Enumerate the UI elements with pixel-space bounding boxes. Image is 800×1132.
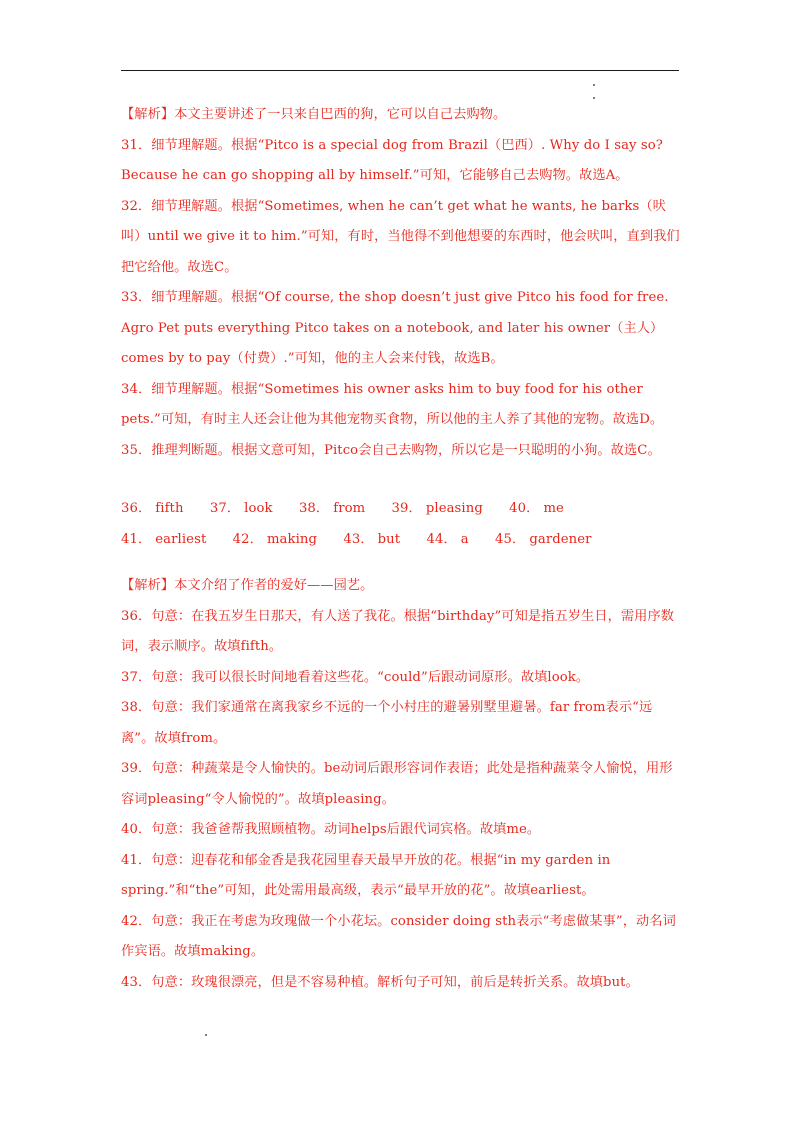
spacer xyxy=(121,555,681,571)
answer-item: 36． fifth xyxy=(121,501,184,516)
answer-key xyxy=(121,494,681,555)
explanation-item: 38．句意：我们家通常在离我家乡不远的一个小村庄的避暑别墅里避暑。far from表示“远离”。故填from。 xyxy=(121,700,653,746)
explanation-item: 33．细节理解题。根据“Of course, the shop doesn’t just give Pitco his food for free. Agro Pet puts everything Pitco takes on a notebook, and later his owner（主人）comes by to pay（付费）.”可知，他的主人会来付钱，故选B。 xyxy=(121,290,669,366)
answer-item: 39． pleasing xyxy=(391,501,483,516)
explanation-item: 32．细节理解题。根据“Sometimes, when he can’t get what he wants, he barks（吠叫）until we give it to him.”可知，有时，当他得不到他想要的东西时，他会吠叫，直到我们把它给他。故选C。 xyxy=(121,198,680,275)
explanation-item: 42．句意：我正在考虑为玫瑰做一个小花坛。consider doing sth表示“考虑做某事”，动名词作宾语。故填making。 xyxy=(121,913,676,959)
explanation-item: 34．细节理解题。根据“Sometimes his owner asks him to buy food for his other pets.”可知，有时主人还会让他为其他宠物买食物，所以他的主人养了其他的宠物。故选D。 xyxy=(121,381,664,427)
explanation-item: 43．句意：玫瑰很漂亮，但是不容易种植。解析句子可知，前后是转折关系。故填but。 xyxy=(121,974,639,990)
document-body xyxy=(121,100,681,998)
answer-item: 42． making xyxy=(232,531,318,547)
header-dot-mark xyxy=(593,97,595,99)
explanation-item: 35．推理判断题。根据文意可知，Pitco会自己去购物，所以它是一只聪明的小狗。故选C。 xyxy=(121,442,661,458)
answer-item: 44． a xyxy=(426,531,469,547)
answer-item: 43． but xyxy=(343,531,401,547)
explanation-item: 41．句意：迎春花和郁金香是我花园里春天最早开放的花。根据“in my garden in spring.”和“the”可知，此处需用最高级，表示“最早开放的花”。故填earliest。 xyxy=(121,852,611,898)
explanation-item: 39．句意：种蔬菜是令人愉快的。be动词后跟形容词作表语；此处是指种蔬菜令人愉悦，用形容词pleasing“令人愉悦的”。故填pleasing。 xyxy=(121,761,673,807)
section2-intro: 【解析】本文介绍了作者的爱好——园艺。 xyxy=(121,578,374,593)
header-rule xyxy=(121,70,679,71)
explanation-item: 40．句意：我爸爸帮我照顾植物。动词helps后跟代词宾格。故填me。 xyxy=(121,822,541,837)
answer-item: 38． from xyxy=(298,501,366,516)
header-dot-mark xyxy=(593,84,595,86)
answer-item: 40． me xyxy=(509,501,564,516)
explanation-item: 31．细节理解题。根据“Pitco is a special dog from Brazil（巴西）. Why do I say so? Because he can go shopping all by himself.”可知，它能够自己去购物。故选A。 xyxy=(121,137,663,183)
spacer xyxy=(121,466,681,494)
answer-item: 37． look xyxy=(209,501,273,516)
footer-dot-mark xyxy=(205,1034,207,1036)
answer-item: 41． earliest xyxy=(121,531,207,547)
answer-item: 45． gardener xyxy=(495,531,592,547)
explanation-item: 37．句意：我可以很长时间地看着这些花。“could”后跟动词原形。故填look。 xyxy=(121,669,590,685)
explanation-item: 36．句意：在我五岁生日那天，有人送了我花。根据“birthday”可知是指五岁生日，需用序数词，表示顺序。故填fifth。 xyxy=(121,608,675,654)
section1-intro: 【解析】本文主要讲述了一只来自巴西的狗，它可以自己去购物。 xyxy=(121,107,507,122)
